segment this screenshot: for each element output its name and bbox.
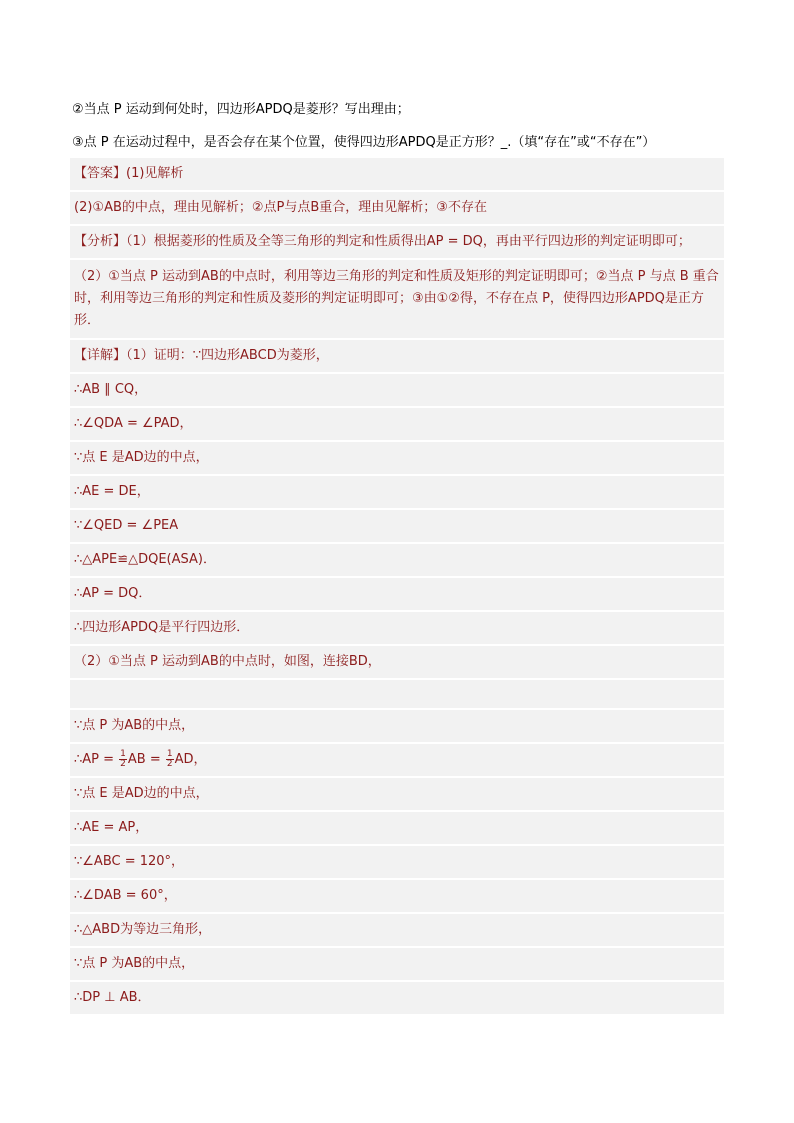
detail-line: ∵点 E 是AD边的中点， (70, 442, 724, 474)
solution-block (70, 158, 724, 1016)
fraction-numerator: 1 (166, 749, 173, 759)
detail-line: ∴∠QDA = ∠PAD， (70, 408, 724, 440)
detail-line: ∴四边形APDQ是平行四边形． (70, 612, 724, 644)
detail-line: ∴∠DAB = 60°， (70, 880, 724, 912)
detail-line: ∴△APE≌△DQE(ASA)． (70, 544, 724, 576)
detail-line: ∵∠ABC = 120°， (70, 846, 724, 878)
detail-line: （2）①当点 P 运动到AB的中点时，如图，连接BD， (70, 646, 724, 678)
ap-end: AD， (174, 752, 207, 767)
fraction-half-1 (119, 750, 127, 769)
ap-mid: AB = (127, 752, 165, 767)
question-line-3: ③点 P 在运动过程中，是否会存在某个位置，使得四边形APDQ是正方形？_.（填“存在”或“不存在”） (72, 135, 656, 150)
figure-placeholder (70, 680, 724, 708)
analysis-part-1: 【分析】（1）根据菱形的性质及全等三角形的判定和性质得出AP = DQ，再由平行四边形的判定证明即可； (70, 226, 724, 258)
ap-half-line (70, 744, 724, 776)
answer-line-2: (2)①AB的中点，理由见解析；②点P与点B重合，理由见解析；③不存在 (70, 192, 724, 224)
detail-line: ∵点 E 是AD边的中点， (70, 778, 724, 810)
detail-line: ∵点 P 为AB的中点， (70, 710, 724, 742)
fraction-numerator: 1 (120, 749, 126, 759)
detail-line: ∴AP = DQ． (70, 578, 724, 610)
fraction-denominator: 2 (120, 759, 126, 769)
analysis-part-2: （2）①当点 P 运动到AB的中点时，利用等边三角形的判定和性质及矩形的判定证明即可；②当点 P 与点 B 重合时，利用等边三角形的判定和性质及菱形的判定证明即可；③由①②得，不存在点 P，使得四边形APDQ是正方形． (70, 260, 724, 338)
detail-line: ∴AE = DE， (70, 476, 724, 508)
fraction-denominator: 2 (166, 759, 173, 769)
question-line-2: ②当点 P 运动到何处时，四边形APDQ是菱形？写出理由； (72, 102, 410, 117)
answer-line-1: 【答案】(1)见解析 (70, 158, 724, 190)
detail-line: ∵∠QED = ∠PEA (70, 510, 724, 542)
detail-line: ∵点 P 为AB的中点， (70, 948, 724, 980)
detail-line: ∴AE = AP， (70, 812, 724, 844)
detail-line: ∴△ABD为等边三角形， (70, 914, 724, 946)
ap-prefix: ∴AP = (74, 752, 119, 767)
detail-line: ∴AB ∥ CQ， (70, 374, 724, 406)
detail-line: ∴DP ⊥ AB． (70, 982, 724, 1014)
fraction-half-2 (166, 750, 174, 769)
detail-line: 【详解】（1）证明：∵四边形ABCD为菱形， (70, 340, 724, 372)
